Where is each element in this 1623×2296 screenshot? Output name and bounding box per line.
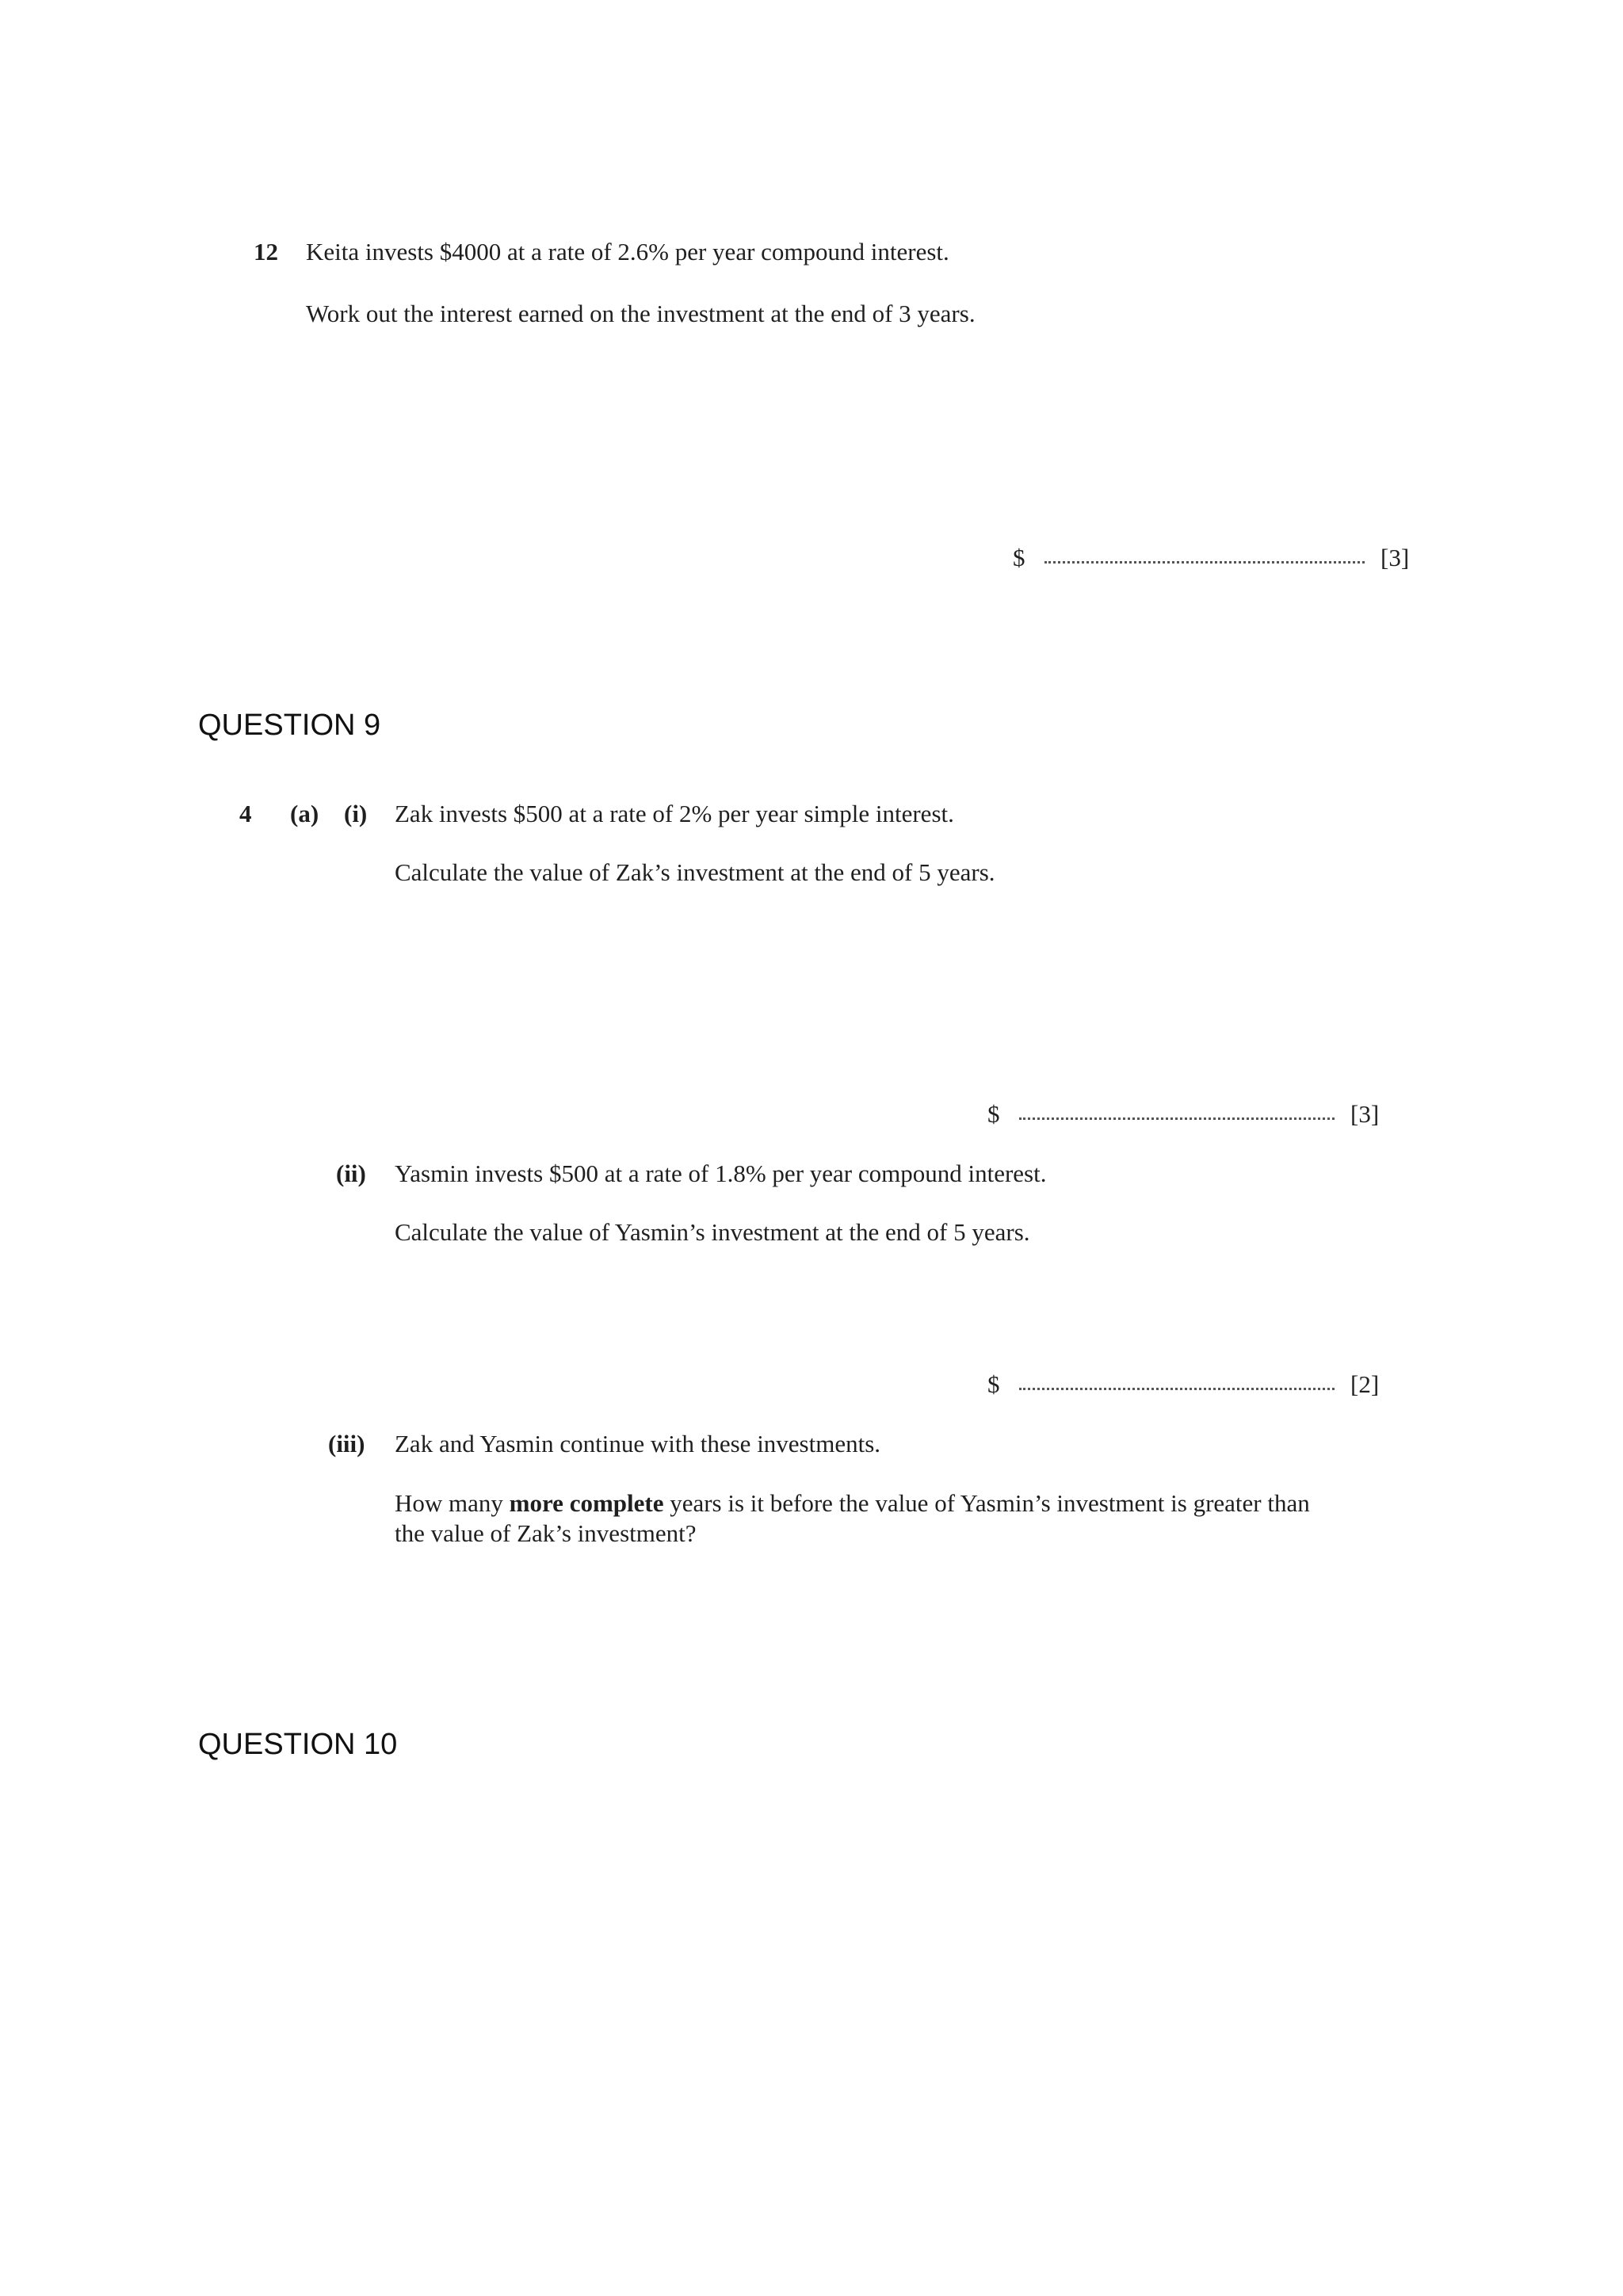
question-4-sub-ii-marks: [2] <box>1350 1370 1380 1398</box>
question-4-sub-iii-question-start: How many <box>395 1489 503 1517</box>
question-4-sub-i-label: (i) <box>344 800 368 827</box>
question-4-sub-ii-answer-prefix: $ <box>987 1370 1000 1398</box>
question-12-number: 12 <box>254 238 278 266</box>
question-4-sub-iii-question-line-2: the value of Zak’s investment? <box>395 1519 697 1547</box>
question-4-sub-iii-question-rest: years is it before the value of Yasmin’s investment is greater than <box>670 1489 1310 1517</box>
question-4-sub-ii-statement: Yasmin invests $500 at a rate of 1.8% per year compound interest. <box>395 1159 1047 1187</box>
question-12-statement: Keita invests $4000 at a rate of 2.6% per year compound interest. <box>306 238 949 266</box>
question-12-answer-prefix: $ <box>1013 544 1025 571</box>
question-12-answer-line[interactable] <box>1044 561 1365 563</box>
question-4-sub-i-instruction: Calculate the value of Zak’s investment at the end of 5 years. <box>395 858 995 886</box>
question-4-part-a: (a) <box>290 800 319 827</box>
question-4-sub-i-answer-prefix: $ <box>987 1100 1000 1128</box>
question-4-sub-iii-question-emphasis: more complete <box>509 1489 664 1517</box>
question-9-heading: QUESTION 9 <box>198 709 381 742</box>
question-4-sub-i-answer-line[interactable] <box>1019 1117 1335 1120</box>
question-10-heading: QUESTION 10 <box>198 1728 398 1761</box>
question-4-sub-i-statement: Zak invests $500 at a rate of 2% per year simple interest. <box>395 800 954 827</box>
question-4-sub-iii-question <box>395 1491 1310 1515</box>
question-4-sub-iii-label: (iii) <box>328 1430 365 1457</box>
question-4-sub-ii-label: (ii) <box>336 1159 366 1187</box>
question-12-instruction: Work out the interest earned on the investment at the end of 3 years. <box>306 300 976 327</box>
question-4-sub-i-marks: [3] <box>1350 1100 1380 1128</box>
question-4-sub-iii-statement: Zak and Yasmin continue with these investments. <box>395 1430 881 1457</box>
question-4-sub-ii-answer-line[interactable] <box>1019 1388 1335 1390</box>
question-4-number: 4 <box>239 800 252 827</box>
question-4-sub-ii-instruction: Calculate the value of Yasmin’s investment at the end of 5 years. <box>395 1218 1030 1246</box>
question-12-marks: [3] <box>1381 544 1410 571</box>
